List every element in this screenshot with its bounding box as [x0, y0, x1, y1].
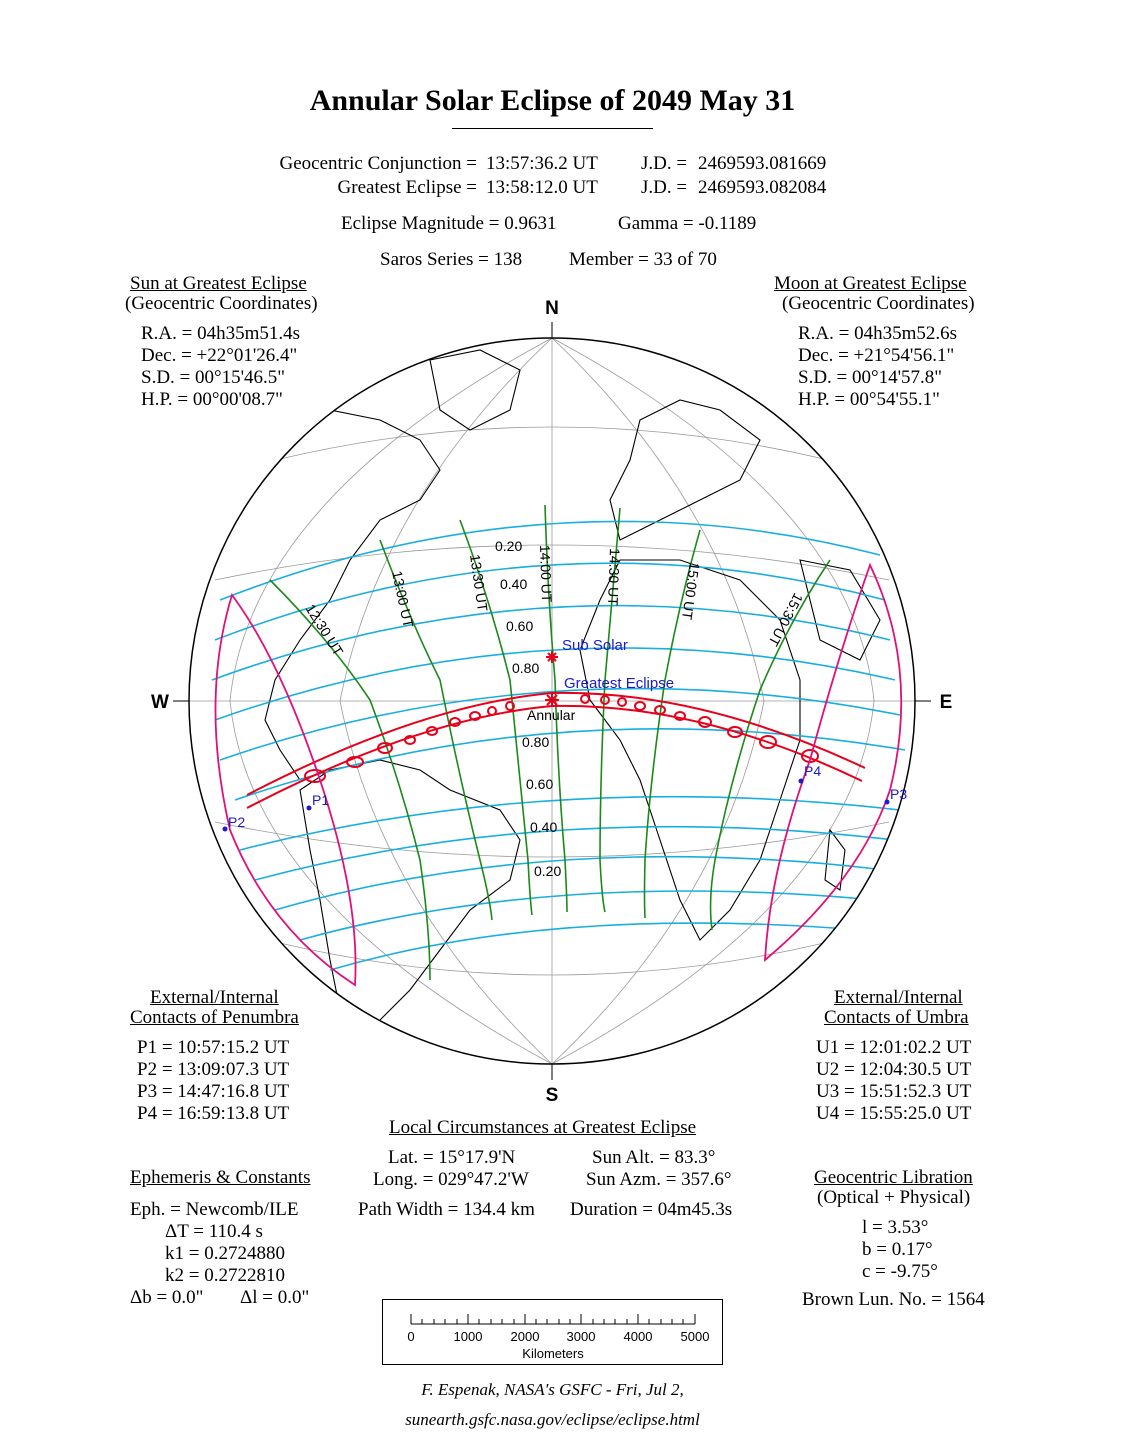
scale-bar-box	[382, 1299, 723, 1365]
ephemeris-k2: k2 = 0.2722810	[165, 1265, 285, 1286]
p1-dot	[307, 806, 312, 811]
scale-tick-0: 0	[407, 1329, 415, 1344]
time-label-1530: 15:30 UT	[765, 590, 807, 649]
umbra-u2: U2 = 12:04:30.5 UT	[816, 1059, 972, 1080]
mag-label-n-020: 0.20	[495, 538, 523, 554]
local-sun-alt: Sun Alt. = 83.3°	[592, 1147, 716, 1168]
sun-hp: H.P. = 00°00'08.7"	[141, 389, 283, 410]
conjunction-time: 13:57:36.2 UT	[486, 153, 598, 174]
local-long: Long. = 029°47.2'W	[373, 1169, 529, 1190]
local-duration: Duration = 04m45.3s	[570, 1199, 733, 1220]
mag-label-n-060: 0.60	[506, 618, 534, 634]
libration-c: c = -9.75°	[862, 1261, 938, 1282]
compass-north: N	[545, 298, 559, 319]
scale-tick-5000: 5000	[680, 1329, 710, 1344]
compass-east: E	[939, 692, 953, 713]
compass-south: S	[545, 1085, 559, 1106]
greatest-eclipse-label: Greatest Eclipse =	[337, 177, 477, 198]
mag-label-s-080: 0.80	[522, 734, 550, 750]
time-label-1430: 14:30 UT	[604, 547, 623, 607]
libration-l: l = 3.53°	[862, 1217, 929, 1238]
sun-subheading: (Geocentric Coordinates)	[125, 293, 318, 314]
libration-brown: Brown Lun. No. = 1564	[802, 1289, 985, 1310]
greatest-eclipse-label: Greatest Eclipse	[564, 675, 675, 692]
moon-subheading: (Geocentric Coordinates)	[782, 293, 975, 314]
penumbra-p1: P1 = 10:57:15.2 UT	[137, 1037, 290, 1058]
eclipse-magnitude: Eclipse Magnitude = 0.9631	[341, 213, 557, 234]
conjunction-jd: 2469593.081669	[698, 153, 827, 174]
greatest-eclipse-jd-label: J.D. =	[641, 177, 688, 198]
umbra-heading-1: External/Internal	[834, 987, 963, 1008]
penumbra-p3: P3 = 14:47:16.8 UT	[137, 1081, 290, 1102]
sub-solar-marker	[546, 651, 558, 663]
p3-dot	[885, 800, 890, 805]
sun-dec: Dec. = +22°01'26.4"	[141, 345, 298, 366]
sun-heading: Sun at Greatest Eclipse	[130, 273, 307, 294]
scale-bar	[383, 1300, 722, 1364]
coastlines	[265, 350, 880, 1040]
ephemeris-dl: Δl = 0.0"	[240, 1287, 310, 1308]
greenland-coast	[430, 350, 520, 430]
footer-credit: F. Espenak, NASA's GSFC - Fri, Jul 2,	[421, 1380, 684, 1399]
local-lat: Lat. = 15°17.9'N	[388, 1147, 516, 1168]
sun-ra: R.A. = 04h35m51.4s	[141, 323, 301, 344]
penumbra-p2: P2 = 13:09:07.3 UT	[137, 1059, 290, 1080]
p2-label: P2	[228, 814, 246, 830]
annular-label: Annular	[527, 707, 576, 723]
ephemeris-heading: Ephemeris & Constants	[130, 1167, 311, 1188]
scale-tick-2000: 2000	[510, 1329, 540, 1344]
mag-label-n-040: 0.40	[500, 576, 528, 592]
moon-hp: H.P. = 00°54'55.1"	[798, 389, 940, 410]
libration-b: b = 0.17°	[862, 1239, 933, 1260]
compass-west: W	[151, 692, 169, 713]
arabia-coast	[800, 560, 880, 660]
scale-tick-4000: 4000	[623, 1329, 653, 1344]
time-label-1230: 12:30 UT	[302, 601, 347, 659]
penumbra-heading-2: Contacts of Penumbra	[130, 1007, 299, 1028]
p1-label: P1	[312, 792, 330, 808]
moon-heading: Moon at Greatest Eclipse	[774, 273, 967, 294]
libration-heading: Geocentric Libration	[814, 1167, 973, 1188]
p4-dot	[799, 779, 804, 784]
time-label-1500: 15:00 UT	[679, 561, 703, 621]
local-path-width: Path Width = 134.4 km	[358, 1199, 535, 1220]
local-heading: Local Circumstances at Greatest Eclipse	[389, 1117, 697, 1138]
time-label-1330: 13:30 UT	[467, 553, 491, 613]
conjunction-label: Geocentric Conjunction =	[279, 153, 477, 174]
scale-unit: Kilometers	[522, 1346, 584, 1361]
scale-tick-3000: 3000	[566, 1329, 596, 1344]
local-sun-azm: Sun Azm. = 357.6°	[586, 1169, 732, 1190]
umbra-u4: U4 = 15:55:25.0 UT	[816, 1103, 972, 1124]
conjunction-jd-label: J.D. =	[641, 153, 688, 174]
moon-dec: Dec. = +21°54'56.1"	[798, 345, 955, 366]
ephemeris-dt: ΔT = 110.4 s	[165, 1221, 263, 1242]
time-label-1400: 14:00 UT	[537, 544, 556, 603]
greatest-eclipse-jd: 2469593.082084	[698, 177, 827, 198]
time-line-labels	[302, 545, 806, 659]
p2-dot	[223, 827, 228, 832]
mag-label-s-060: 0.60	[526, 776, 554, 792]
mag-label-s-040: 0.40	[530, 819, 558, 835]
penumbra-heading-1: External/Internal	[150, 987, 279, 1008]
p4-label: P4	[804, 763, 822, 779]
umbra-u1: U1 = 12:01:02.2 UT	[816, 1037, 972, 1058]
mag-label-s-020: 0.20	[534, 863, 562, 879]
gamma: Gamma = -0.1189	[618, 213, 757, 234]
penumbra-p4: P4 = 16:59:13.8 UT	[137, 1103, 290, 1124]
sun-sd: S.D. = 00°15'46.5"	[141, 367, 286, 388]
ephemeris-db: Δb = 0.0"	[130, 1287, 204, 1308]
south-america-coast	[300, 760, 520, 1040]
north-america-coast	[265, 410, 440, 780]
scale-tick-1000: 1000	[453, 1329, 483, 1344]
mag-label-n-080: 0.80	[512, 660, 540, 676]
moon-ra: R.A. = 04h35m52.6s	[798, 323, 958, 344]
footer-url: sunearth.gsfc.nasa.gov/eclipse/eclipse.html	[405, 1410, 700, 1429]
sub-solar-label: Sub Solar	[562, 637, 628, 654]
saros-series: Saros Series = 138	[380, 249, 523, 270]
saros-member: Member = 33 of 70	[569, 249, 717, 270]
greatest-eclipse-marker	[545, 693, 559, 707]
libration-subheading: (Optical + Physical)	[817, 1187, 971, 1208]
time-label-1300: 13:00 UT	[389, 569, 417, 629]
umbra-u3: U3 = 15:51:52.3 UT	[816, 1081, 972, 1102]
page-title: Annular Solar Eclipse of 2049 May 31	[309, 84, 796, 117]
moon-sd: S.D. = 00°14'57.8"	[798, 367, 943, 388]
p3-label: P3	[890, 786, 908, 802]
ephemeris-eph: Eph. = Newcomb/ILE	[130, 1199, 299, 1220]
greatest-eclipse-time: 13:58:12.0 UT	[486, 177, 598, 198]
umbra-heading-2: Contacts of Umbra	[824, 1007, 969, 1028]
magnitude-curves	[212, 521, 908, 970]
ephemeris-k1: k1 = 0.2724880	[165, 1243, 285, 1264]
